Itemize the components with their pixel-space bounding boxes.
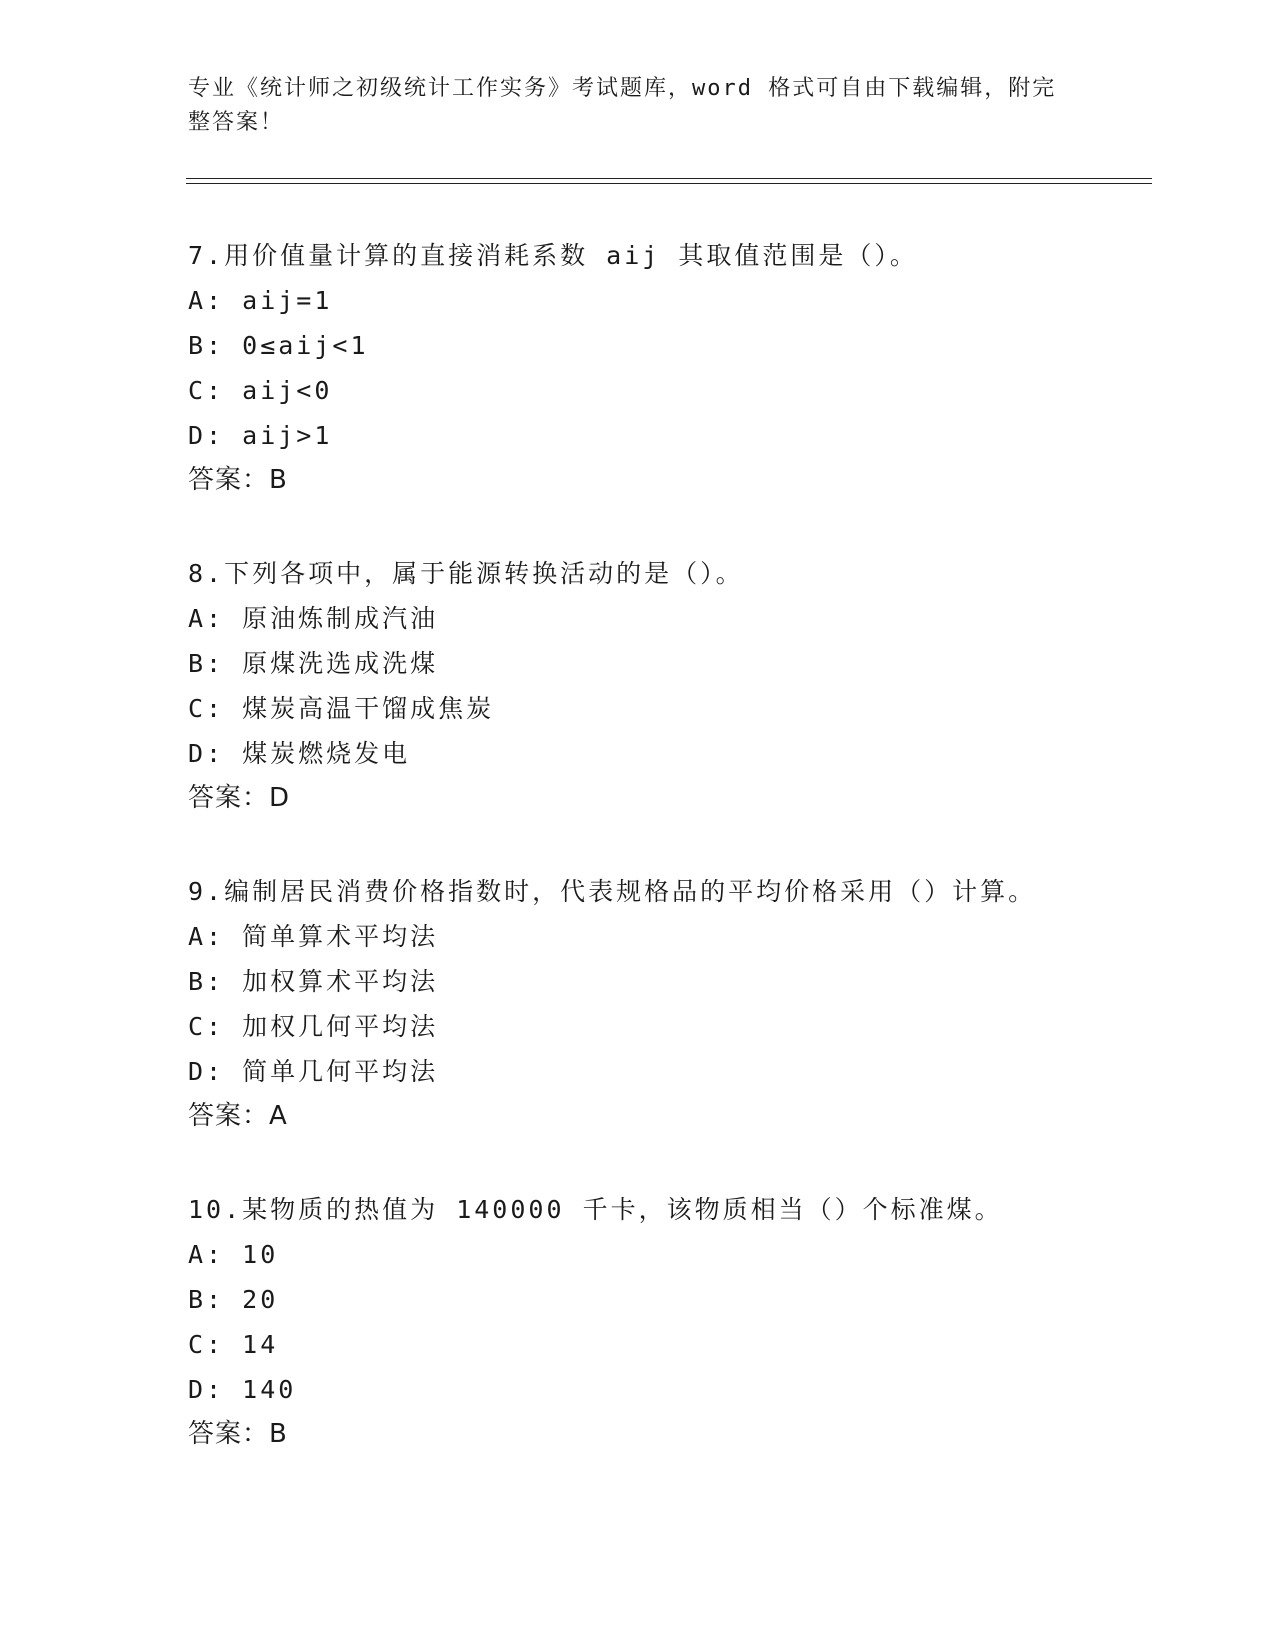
option-a: A: 原油炼制成汽油 [188, 604, 439, 633]
option-c: C: 加权几何平均法 [188, 1012, 439, 1041]
question-text: 10.某物质的热值为 140000 千卡，该物质相当（）个标准煤。 [188, 1195, 1003, 1224]
option-d: D: 简单几何平均法 [188, 1057, 439, 1086]
intro-line-2: 整答案！ [188, 110, 285, 135]
option-a: A: 10 [188, 1240, 279, 1269]
option-b: B: 0≤aij<1 [188, 331, 369, 360]
question-9 [188, 869, 1148, 1187]
option-a: A: aij=1 [188, 286, 333, 315]
intro-line-1: 专业《统计师之初级统计工作实务》考试题库，word 格式可自由下载编辑，附完 [188, 76, 1057, 101]
answer-line: 答案：D [188, 783, 291, 813]
header-divider-top [186, 178, 1152, 179]
answer-line: 答案：B [188, 465, 288, 495]
question-list [188, 233, 1148, 1505]
question-8 [188, 551, 1148, 869]
question-10 [188, 1187, 1148, 1505]
option-c: C: aij<0 [188, 376, 333, 405]
question-text: 9.编制居民消费价格指数时，代表规格品的平均价格采用（）计算。 [188, 877, 1037, 906]
question-7 [188, 233, 1148, 551]
answer-line: 答案：B [188, 1419, 288, 1449]
question-text: 8.下列各项中，属于能源转换活动的是（）。 [188, 559, 744, 588]
option-d: D: 煤炭燃烧发电 [188, 739, 411, 768]
option-b: B: 加权算术平均法 [188, 967, 439, 996]
option-a: A: 简单算术平均法 [188, 922, 439, 951]
answer-line: 答案：A [188, 1101, 288, 1131]
option-b: B: 原煤洗选成洗煤 [188, 649, 439, 678]
option-b: B: 20 [188, 1285, 279, 1314]
document-intro [188, 72, 1068, 140]
option-d: D: 140 [188, 1375, 297, 1404]
option-c: C: 14 [188, 1330, 279, 1359]
option-c: C: 煤炭高温干馏成焦炭 [188, 694, 495, 723]
option-d: D: aij>1 [188, 421, 333, 450]
header-divider-bottom [186, 183, 1152, 184]
question-text: 7.用价值量计算的直接消耗系数 aij 其取值范围是（）。 [188, 241, 918, 270]
